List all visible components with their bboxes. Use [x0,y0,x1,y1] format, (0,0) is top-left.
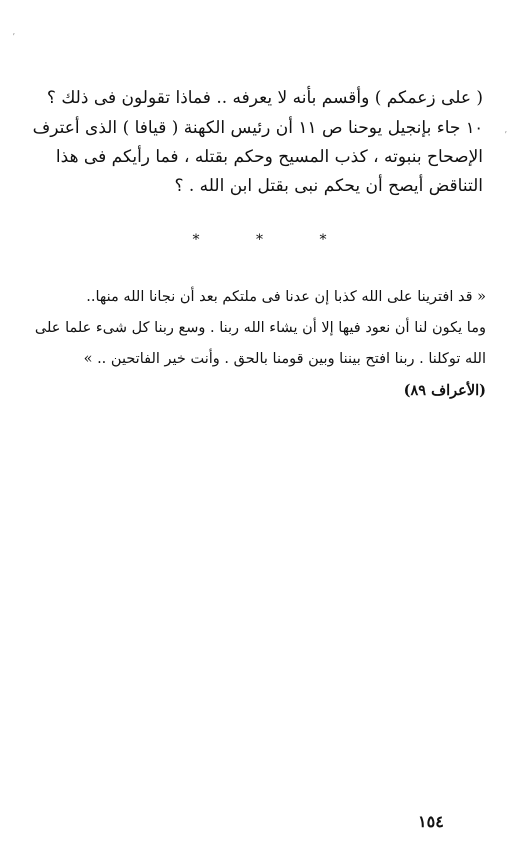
quote-reference: (الأعراف ٨٩) [403,382,486,399]
paragraph-line: ( على زعمكم ) وأقسم بأنه لا يعرفه .. فماذا تقولون فى ذلك ؟ [46,88,483,108]
paragraph-line: التناقض أيصح أن يحكم نبى بقتل ابن الله . ؟ [174,176,483,196]
section-separator: * * * [192,232,353,248]
body-paragraph [33,84,483,201]
quran-quote [16,282,486,406]
quote-line: « قد افترينا على الله كذبا إن عدنا فى ملتكم بعد أن نجانا الله منها.. [86,289,486,305]
line-number-marker: ١٠ [465,118,483,137]
page-number: ١٥٤ [418,812,444,831]
scan-mark-right: ʼ [504,131,507,141]
paragraph-line: الإصحاح بنبوته ، كذب المسيح وحكم بقتله ، فما رأيكم فى هذا [55,147,483,167]
paragraph-line [33,113,483,143]
quote-line: وما يكون لنا أن نعود فيها إلا أن يشاء الله ربنا . وسع ربنا كل شىء علما على [34,320,486,336]
paragraph-line-text: جاء بإنجيل يوحنا ص ١١ أن رئيس الكهنة ( قيافا ) الذى أعترف [33,118,461,138]
quote-line: الله توكلنا . ربنا افتح بيننا وبين قومنا بالحق . وأنت خير الفاتحين .. » [83,351,486,367]
scan-mark-left: ʼ [12,33,15,43]
